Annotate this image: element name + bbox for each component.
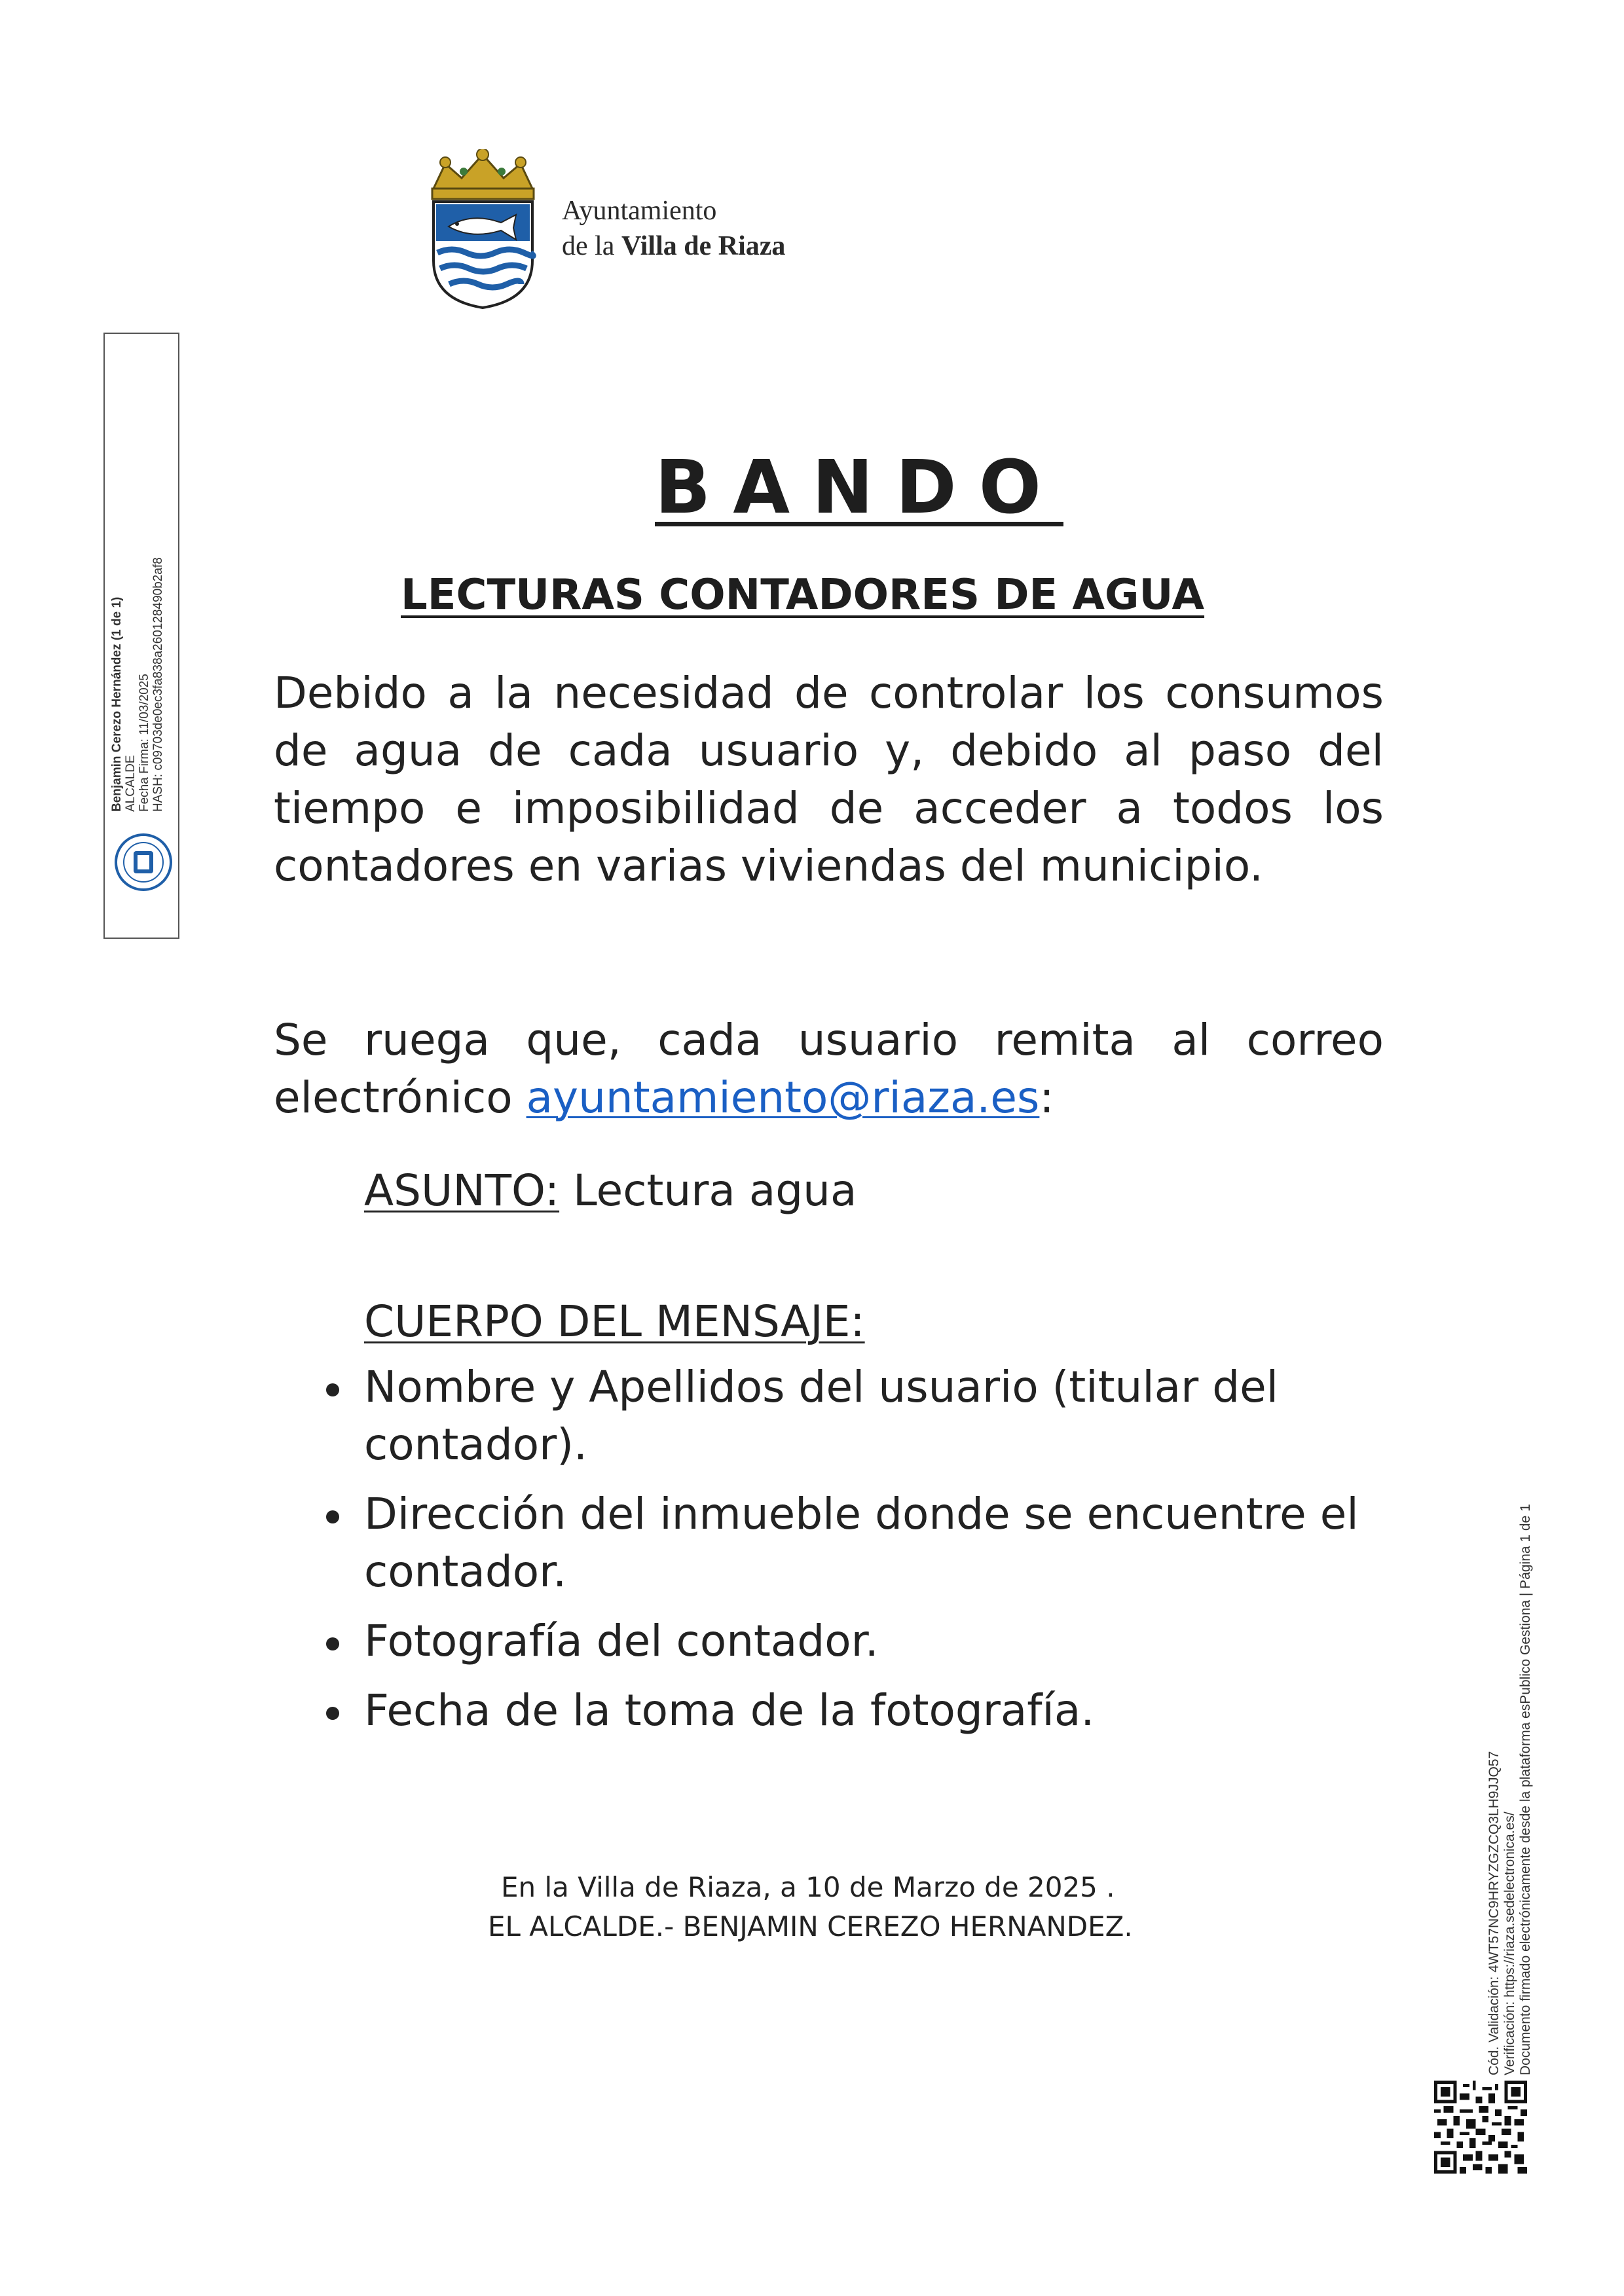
coat-of-arms-icon bbox=[426, 149, 540, 310]
signature-text bbox=[110, 249, 165, 812]
org-name-line2 bbox=[562, 230, 785, 262]
qr-code-icon[interactable] bbox=[1434, 2081, 1527, 2174]
list-item: Fotografía del contador. bbox=[314, 1613, 1401, 1670]
signature-date: Fecha Firma: 11/03/2025 bbox=[138, 674, 151, 812]
validation-code: Cód. Validación: 4WT57NC9HRYZGZCQ3LH9JJQ57 bbox=[1486, 1751, 1502, 2075]
document-subtitle: LECTURAS CONTADORES DE AGUA bbox=[401, 571, 1205, 619]
request-suffix: : bbox=[1039, 1072, 1054, 1123]
email-link[interactable]: ayuntamiento@riaza.es bbox=[526, 1072, 1040, 1123]
document-title: BANDO bbox=[655, 445, 1063, 530]
signer-line: EL ALCALDE.- BENJAMIN CEREZO HERNANDEZ. bbox=[488, 1910, 1133, 1942]
municipal-seal-icon bbox=[113, 831, 174, 893]
message-body-list bbox=[314, 1358, 1401, 1751]
list-item: Nombre y Apellidos del usuario (titular del contador). bbox=[314, 1358, 1401, 1474]
org-name-line1: Ayuntamiento bbox=[562, 196, 717, 226]
subject-line bbox=[364, 1162, 857, 1220]
verification-text bbox=[1486, 1388, 1534, 2075]
paragraph-request bbox=[274, 1011, 1384, 1127]
signature-hash: HASH: c09703de0ec3fa838a260128490b2af8 bbox=[151, 557, 165, 812]
verification-url: Verificación: https://riaza.sedelectronica.es/ bbox=[1502, 1812, 1517, 2075]
subject-label: ASUNTO: bbox=[364, 1165, 560, 1216]
org-name-bold: Villa de Riaza bbox=[621, 231, 786, 261]
signer-name: Benjamin Cerezo Hernández (1 de 1) bbox=[110, 596, 124, 812]
list-item: Fecha de la toma de la fotografía. bbox=[314, 1682, 1401, 1740]
signature-note: Documento firmado electrónicamente desde la plataforma esPublico Gestiona | Página 1 de 1 bbox=[1518, 1504, 1533, 2075]
org-name-prefix: de la bbox=[562, 231, 621, 261]
message-body-label: CUERPO DEL MENSAJE: bbox=[364, 1296, 865, 1347]
request-text: Se ruega que, cada usuario remita al correo electrónico bbox=[274, 1015, 1384, 1123]
paragraph-intro: Debido a la necesidad de controlar los consumos de agua de cada usuario y, debido al paso del tiempo e imposibilidad de acceder a todos los contadores en varias viviendas del municipio. bbox=[274, 668, 1384, 891]
signer-role: ALCALDE bbox=[124, 755, 138, 812]
place-date: En la Villa de Riaza, a 10 de Marzo de 2025 . bbox=[501, 1871, 1115, 1903]
subject-value: Lectura agua bbox=[559, 1165, 857, 1216]
list-item: Dirección del inmueble donde se encuentre el contador. bbox=[314, 1485, 1401, 1601]
